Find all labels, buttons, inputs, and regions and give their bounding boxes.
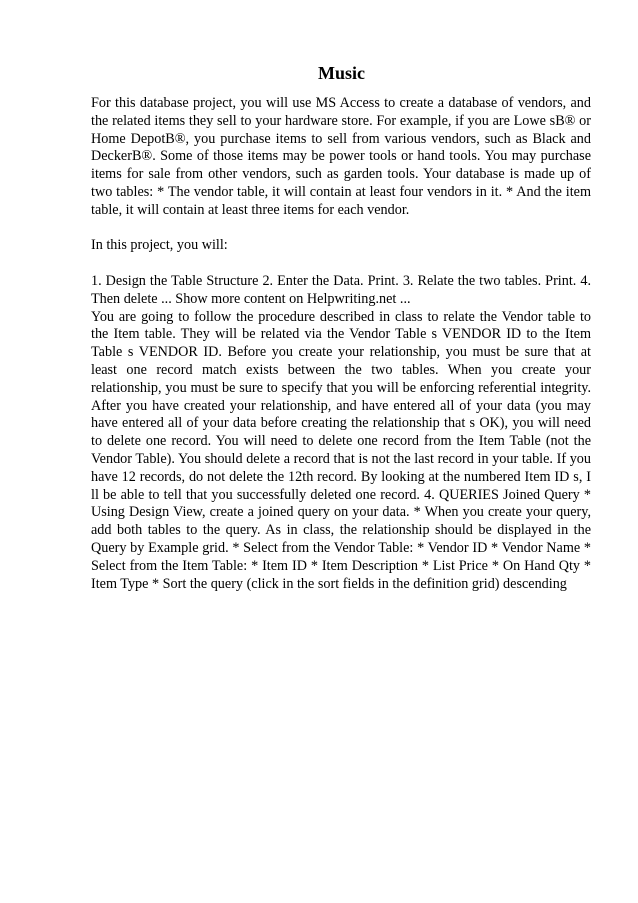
paragraph-details: You are going to follow the procedure described in class to relate the Vendor table to the Item table. They will be related via the Vendor Table s VENDOR ID to the Item Table s VENDOR ID. Before you create your relationship, you must be sure that at least one record match exists between the two tables. When you create your relationship, you must be sure to specify that you will be enforcing referential integrity. After you have created your relationship, and have entered all of your data (you may have entered all of your data before creating the relationship that s OK), you will need to delete one record. You will need to delete one record from the Item Table (not the Vendor Table). You should delete a record that is not the last record in your table. If you have 12 records, do not delete the 12th record. By looking at the numbered Item ID s, I ll be able to tell that you successfully deleted one record. 4. QUERIES Joined Query * Using Design View, create a joined query on your data. * When you create your query, add both tables to the query. As in class, the relationship should be displayed in the Query by Example grid. * Select from the Vendor Table: * Vendor ID * Vendor Name * Select from the Item Table: * Item ID * Item Description * List Price * On Hand Qty * Item Type * Sort the query (click in the sort fields in the definition grid) descending: [91, 308, 591, 592]
paragraph-steps: 1. Design the Table Structure 2. Enter the Data. Print. 3. Relate the two tables. Print. 4. Then delete ... Show more content on Helpwriting.net ...: [91, 272, 591, 307]
document-title: Music: [318, 63, 365, 83]
document-body: [91, 95, 591, 593]
paragraph-intro: For this database project, you will use MS Access to create a database of vendors, and the related items they sell to your hardware store. For example, if you are Lowe sB® or Home DepotB®, you purchase items to sell from various vendors, such as Black and DeckerB®. Some of those items may be power tools or hand tools. You may purchase items for sale from other vendors, such as garden tools. Your database is made up of two tables: * The vendor table, it will contain at least four vendors in it. * And the item table, it will contain at least three items for each vendor.: [91, 95, 591, 218]
paragraph-lead-in: In this project, you will:: [91, 237, 228, 254]
